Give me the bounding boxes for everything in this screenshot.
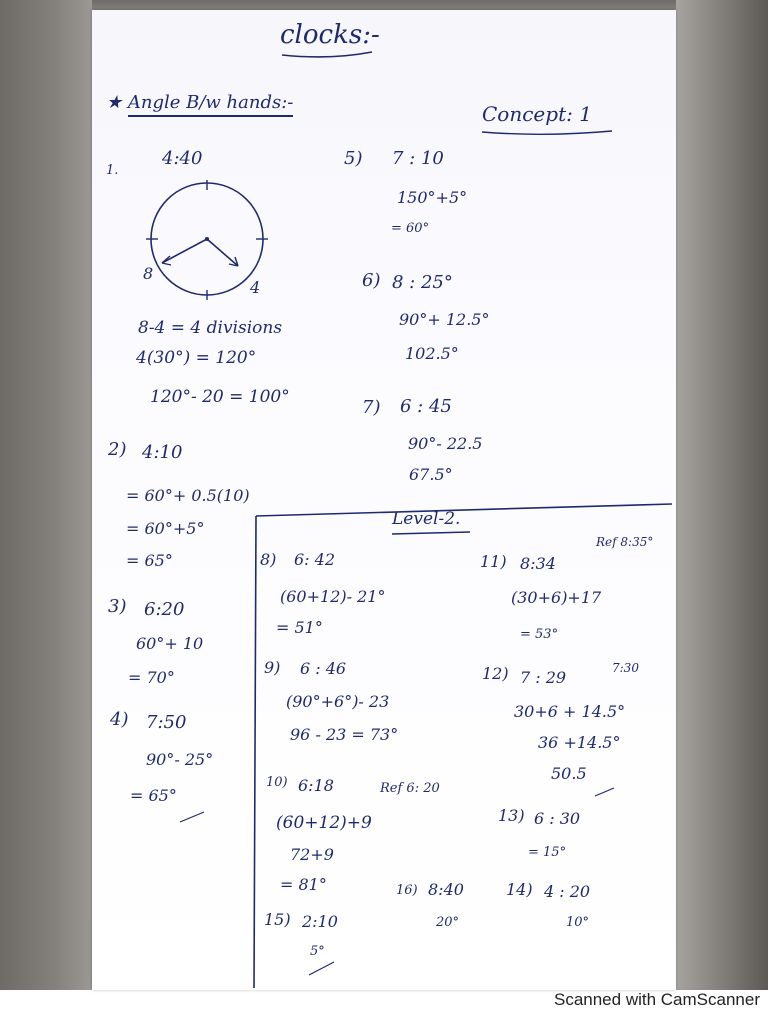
problem-time: 6: 42 xyxy=(294,550,336,569)
problem-number: 14) xyxy=(506,880,533,899)
working-line: 90°- 25° xyxy=(146,750,214,769)
problem-number: 15) xyxy=(264,910,291,929)
problem-number: 1. xyxy=(106,163,119,178)
working-line: 90°+ 12.5° xyxy=(399,310,490,329)
level-underline xyxy=(392,532,470,534)
problem-number: 12) xyxy=(482,664,509,683)
concept-label: Concept: 1 xyxy=(482,102,592,126)
working-line: 5° xyxy=(310,944,325,959)
star-icon: ★ xyxy=(106,92,123,113)
problem-time: 6:18 xyxy=(298,776,334,795)
hand-to-8 xyxy=(162,239,207,263)
working-line: 90°- 22.5 xyxy=(408,434,483,453)
problem-number: 9) xyxy=(264,658,281,677)
problem-time: 8 : 25° xyxy=(392,272,453,293)
problem-time: 6 : 45 xyxy=(400,396,452,417)
problem-number: 13) xyxy=(498,806,525,825)
working-line: (60+12)- 21° xyxy=(280,587,386,606)
working-line: = 70° xyxy=(128,668,175,687)
problem-time: 4:10 xyxy=(142,442,183,463)
problem-number: 5) xyxy=(344,148,363,169)
problem-time: 7 : 29 xyxy=(520,668,567,687)
working-line: = 60°+5° xyxy=(126,519,205,538)
problem-number: 4) xyxy=(110,709,129,730)
working-line: (90°+6°)- 23 xyxy=(286,692,390,711)
concept-underline xyxy=(482,131,612,134)
working-line: 20° xyxy=(436,915,460,930)
level-heading: Level-2. xyxy=(392,509,461,529)
working-line: 67.5° xyxy=(409,465,453,484)
working-line: 8-4 = 4 divisions xyxy=(138,318,283,338)
working-line: 120°- 20 = 100° xyxy=(150,387,290,407)
working-line: 102.5° xyxy=(405,344,459,363)
working-line: 72+9 xyxy=(290,845,334,864)
problem-number: 3) xyxy=(108,596,127,617)
section-heading xyxy=(106,94,293,112)
working-line: 150°+5° xyxy=(397,188,468,207)
problem-time: 6 : 30 xyxy=(534,809,581,828)
reference-note: Ref 6: 20 xyxy=(380,781,440,796)
working-line: 36 +14.5° xyxy=(538,733,621,752)
check-mark xyxy=(309,962,334,975)
problem-time: 8:34 xyxy=(520,554,556,573)
working-line: = 51° xyxy=(276,618,323,637)
clock-center xyxy=(205,237,209,241)
scanner-watermark: Scanned with CamScanner xyxy=(553,990,760,1009)
working-line: = 65° xyxy=(126,551,173,570)
working-line: = 60° xyxy=(391,221,430,236)
working-line: (60+12)+9 xyxy=(276,813,372,833)
hand-to-4 xyxy=(207,239,238,266)
working-line: 50.5 xyxy=(551,764,587,783)
check-mark xyxy=(595,788,614,796)
working-line: 10° xyxy=(566,915,590,930)
working-line: (30+6)+17 xyxy=(511,588,602,607)
heading-text: Angle B/w hands:- xyxy=(128,92,294,117)
working-line: = 60°+ 0.5(10) xyxy=(126,486,250,505)
problem-time: 6 : 46 xyxy=(300,659,347,678)
check-mark xyxy=(180,812,204,822)
problem-number: 8) xyxy=(260,550,277,569)
working-line: 60°+ 10 xyxy=(136,634,204,653)
problem-time: 8:40 xyxy=(428,880,464,899)
problem-time: 7 : 10 xyxy=(392,148,444,169)
problem-time: 7:50 xyxy=(146,712,187,733)
box-top-line xyxy=(256,504,672,516)
clock-label-8: 8 xyxy=(143,264,154,283)
problem-time: 4 : 20 xyxy=(544,882,591,901)
reference-note: 7:30 xyxy=(612,661,639,675)
working-line: = 53° xyxy=(520,627,559,642)
problem-time: 2:10 xyxy=(302,912,338,931)
reference-note: Ref 8:35° xyxy=(596,535,654,549)
working-line: 30+6 + 14.5° xyxy=(514,702,626,721)
title-underline xyxy=(282,52,372,57)
problem-number: 16) xyxy=(396,883,418,898)
working-line: 4(30°) = 120° xyxy=(136,348,257,368)
problem-number: 7) xyxy=(362,397,381,418)
page-title: clocks:- xyxy=(280,20,380,50)
working-line: 96 - 23 = 73° xyxy=(290,725,399,744)
problem-number: 6) xyxy=(362,270,381,291)
problem-time: 6:20 xyxy=(144,599,185,620)
working-line: = 81° xyxy=(280,875,327,894)
problem-number: 2) xyxy=(108,439,127,460)
working-line: = 65° xyxy=(130,786,177,805)
problem-number: 10) xyxy=(266,775,288,790)
working-line: = 15° xyxy=(528,845,567,860)
problem-time: 4:40 xyxy=(162,148,203,169)
box-left-line xyxy=(254,516,256,988)
problem-number: 11) xyxy=(480,552,507,571)
clock-label-4: 4 xyxy=(250,278,261,297)
